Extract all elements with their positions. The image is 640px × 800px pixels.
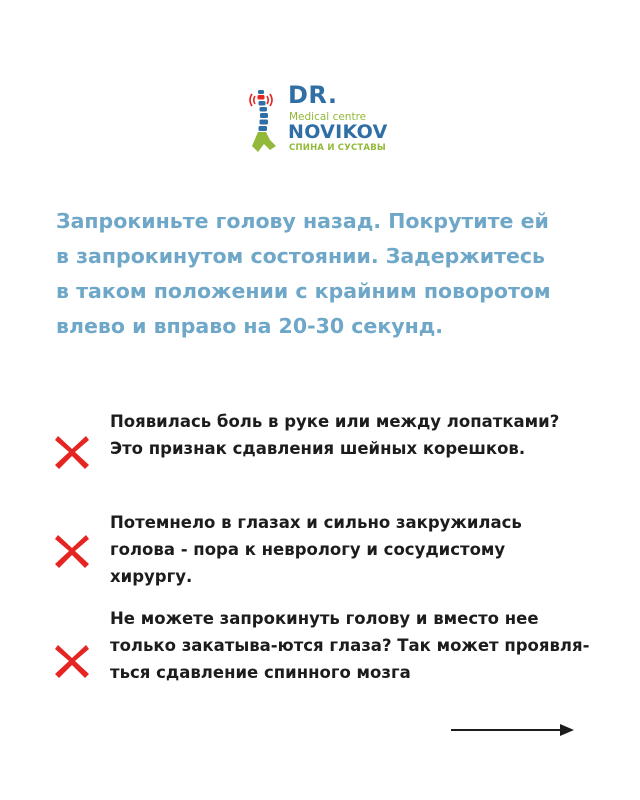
logo-name-text: NOVIKOV xyxy=(288,121,388,143)
exercise-instruction: Запрокиньте голову назад. Покрутите ей в запрокинутом состоянии. Задержитесь в таком положении с крайним поворотом влево и вправо на 20-30 секунд. xyxy=(56,209,551,338)
logo-subtitle: Medical centre xyxy=(289,111,367,123)
clinic-logo xyxy=(248,81,408,156)
cross-mark-icon xyxy=(52,432,92,472)
cross-mark-icon xyxy=(52,531,92,571)
warning-text: Появилась боль в руке или между лопатками? Это признак сдавления шейных корешков. xyxy=(110,412,560,458)
warning-text: Не можете запрокинуть голову и вместо нее только закатыва-ются глаза? Так может проявля-ться сдавление спинного мозга xyxy=(110,609,590,682)
spine-logo-icon xyxy=(248,84,284,156)
cross-mark-icon xyxy=(52,641,92,681)
logo-tagline: СПИНА И СУСТАВЫ xyxy=(289,143,386,153)
logo-dr-text: DR. xyxy=(288,81,338,109)
warning-text: Потемнело в глазах и сильно закружилась голова - пора к неврологу и сосудистому хирургу. xyxy=(110,513,522,586)
arrow-right-icon[interactable] xyxy=(451,722,575,738)
